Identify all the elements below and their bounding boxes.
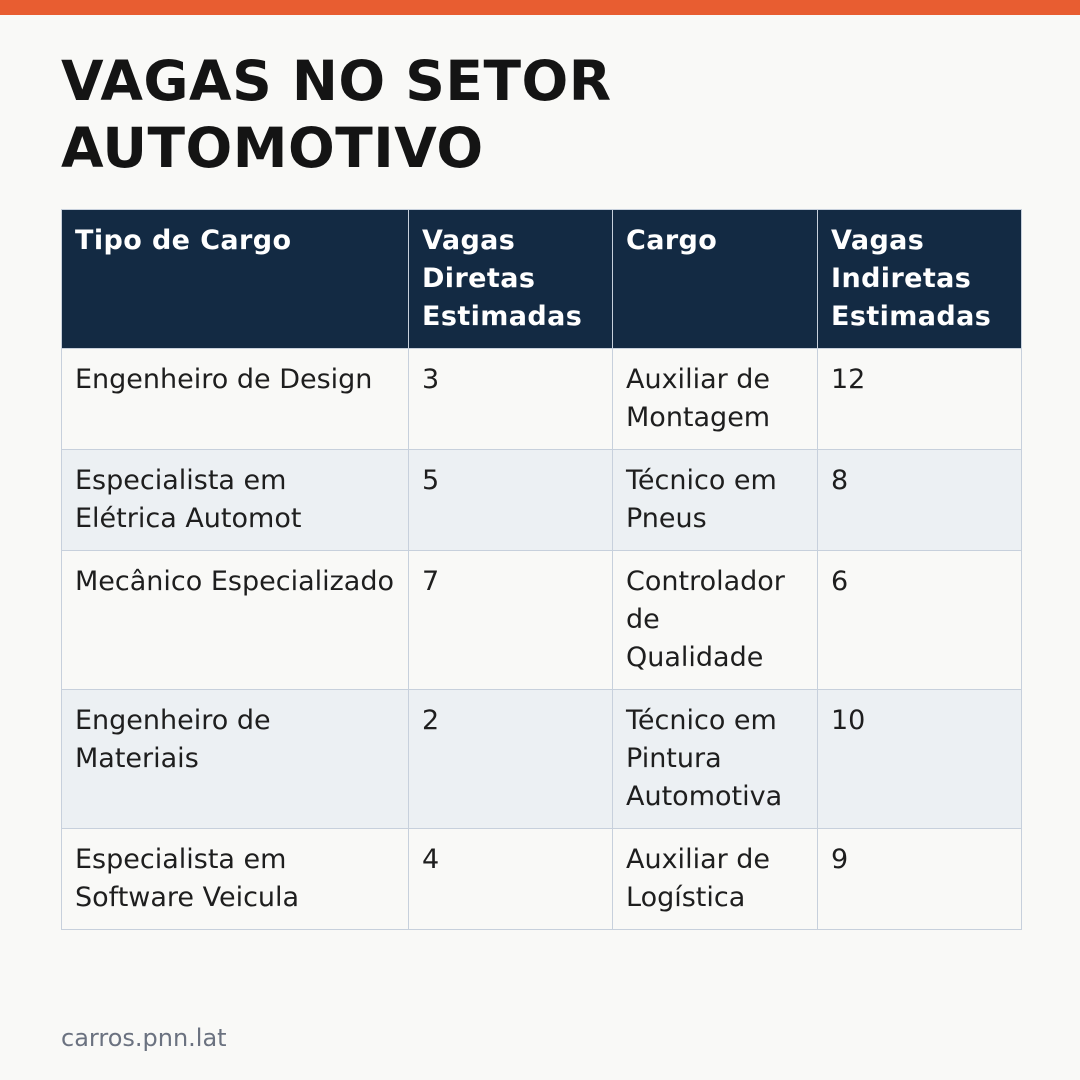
cell-tipo-de-cargo: Mecânico Especializado [62,551,409,690]
jobs-table [61,209,1022,930]
cell-vagas-diretas: 7 [409,551,613,690]
cell-vagas-diretas: 2 [409,690,613,829]
cell-cargo: Técnico em Pintura Automotiva [613,690,818,829]
cell-vagas-diretas: 4 [409,829,613,930]
cell-vagas-indiretas: 10 [818,690,1022,829]
table-row [62,829,1022,930]
cell-tipo-de-cargo: Engenheiro de Materiais [62,690,409,829]
table-header-row [62,210,1022,349]
cell-cargo: Auxiliar de Logística [613,829,818,930]
cell-vagas-indiretas: 6 [818,551,1022,690]
table-row [62,551,1022,690]
cell-vagas-diretas: 3 [409,349,613,450]
cell-tipo-de-cargo: Engenheiro de Design [62,349,409,450]
cell-vagas-indiretas: 8 [818,450,1022,551]
cell-tipo-de-cargo: Especialista em Software Veicula [62,829,409,930]
cell-vagas-indiretas: 9 [818,829,1022,930]
cell-cargo: Auxiliar de Montagem [613,349,818,450]
table-row [62,690,1022,829]
page-title: VAGAS NO SETOR AUTOMOTIVO [61,49,612,180]
column-header-vagas-indiretas: Vagas Indiretas Estimadas [818,210,1022,349]
table-row [62,349,1022,450]
cell-cargo: Controlador de Qualidade [613,551,818,690]
cell-vagas-indiretas: 12 [818,349,1022,450]
column-header-cargo: Cargo [613,210,818,349]
column-header-tipo-de-cargo: Tipo de Cargo [62,210,409,349]
footer-site-url: carros.pnn.lat [61,1024,227,1052]
top-accent-bar [0,0,1080,15]
table-row [62,450,1022,551]
cell-cargo: Técnico em Pneus [613,450,818,551]
cell-tipo-de-cargo: Especialista em Elétrica Automot [62,450,409,551]
cell-vagas-diretas: 5 [409,450,613,551]
column-header-vagas-diretas: Vagas Diretas Estimadas [409,210,613,349]
